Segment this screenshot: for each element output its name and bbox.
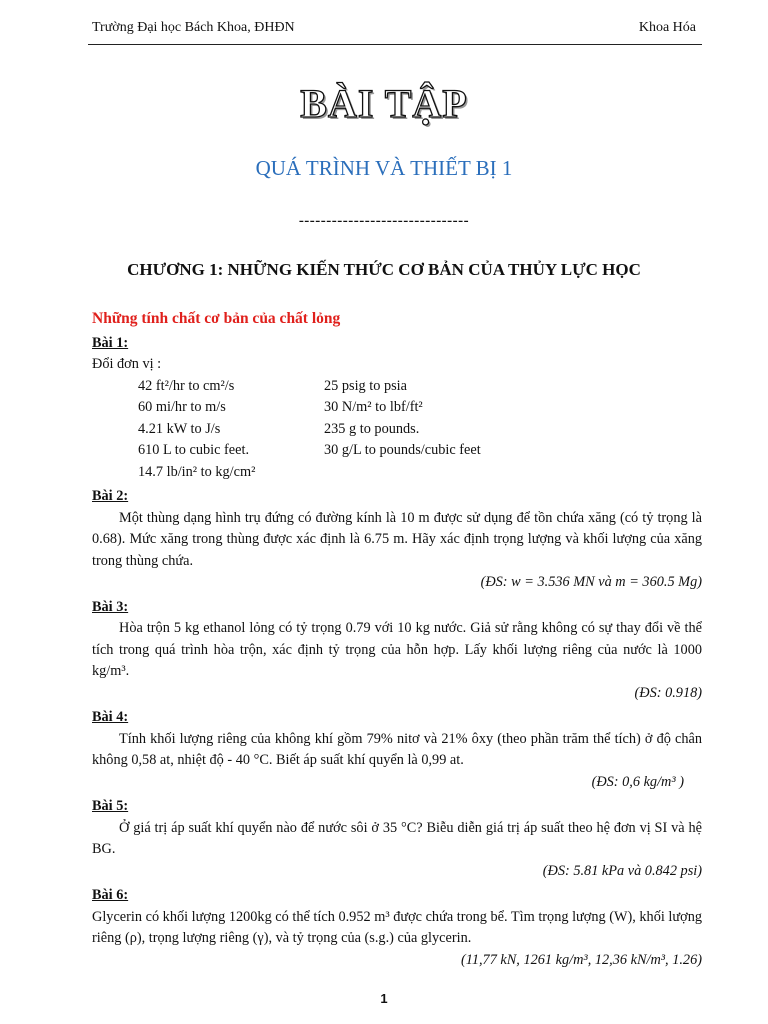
exercise-answer: (ĐS: 0,6 kg/m³ ) [591,773,684,790]
exercise-text: Tính khối lượng riêng của không khí gồm 79% nitơ và 21% ôxy (theo phần trăm thể tích) ở độ chân không 0,58 at, nhiệt độ - 40 °C. Biết áp suất khí quyển là 0,99 at. [92,730,702,768]
conversion-item: 4.21 kW to J/s [138,420,221,437]
exercise-answer: (ĐS: w = 3.536 MN và m = 360.5 Mg) [480,574,702,590]
page-header [92,20,696,42]
conversion-item: 42 ft²/hr to cm²/s [138,377,235,394]
conversion-item: 14.7 lb/in² to kg/cm² [138,463,256,480]
conversion-item: 30 g/L to pounds/cubic feet [324,442,481,458]
exercise-label: Bài 5: [92,798,129,814]
exercise-text: Hòa trộn 5 kg ethanol lỏng có tỷ trọng 0.79 với 10 kg nước. Giả sử rằng không có sự thay đổi về thể tích trong quá trình hòa trộn, xác định tỷ trọng của hỗn hợp. Lấy khối lượng riêng của nước là 1000 kg/m³. [92,620,702,679]
section-heading: Những tính chất cơ bản của chất lỏng [92,310,341,327]
header-university: Trường Đại học Bách Khoa, ĐHĐN [92,20,295,35]
exercise-answer: (11,77 kN, 1261 kg/m³, 12,36 kN/m³, 1.26) [460,951,702,968]
exercise-answer: (ĐS: 5.81 kPa và 0.842 psi) [542,862,702,879]
exercise-text: Một thùng dạng hình trụ đứng có đường kính là 10 m được sử dụng để tồn chứa xăng (có tỷ trọng là 0.68). Mức xăng trong thùng được xác định là 6.75 m. Hãy xác định trọng lượng và khối lượng của xăng trong thùng chứa. [92,509,702,569]
exercise-label: Bài 1: [92,334,129,351]
conversion-item: 235 g to pounds. [324,420,420,437]
exercise-label: Bài 3: [92,598,129,615]
header-faculty: Khoa Hóa [638,20,696,35]
conversion-item [324,462,514,484]
exercise-label: Bài 2: [92,488,129,504]
exercise-text: Glycerin có khối lượng 1200kg có thể tích 0.952 m³ được chứa trong bể. Tìm trọng lượng (W), khối lượng riêng (ρ), trọng lượng riêng (γ), và tỷ trọng của (s.g.) của glycerin. [92,908,702,946]
exercise-content [92,308,702,971]
exercise-answer: (ĐS: 0.918) [634,684,702,701]
conversion-list [92,376,702,484]
chapter-heading: CHƯƠNG 1: NHỮNG KIẾN THỨC CƠ BẢN CỦA THỦY LỰC HỌC [127,260,641,279]
exercise-text: Ở giá trị áp suất khí quyển nào để nước sôi ở 35 °C? Biễu diễn giá trị áp suất theo hệ đơn vị SI và hệ BG. [92,819,702,857]
conversion-item: 25 psig to psia [324,377,408,394]
conversion-item: 30 N/m² to lbf/ft² [324,399,423,415]
page-title: BÀI TẬP [300,81,468,126]
exercise-label: Bài 4: [92,709,129,725]
header-rule [88,44,702,45]
conversion-item: 610 L to cubic feet. [138,442,250,458]
exercise-label: Bài 6: [92,887,129,903]
page-subtitle: QUÁ TRÌNH VÀ THIẾT BỊ 1 [255,156,513,180]
divider: ------------------------------- [298,213,470,229]
exercise-intro: Đổi đơn vị : [92,356,162,372]
conversion-item: 60 mi/hr to m/s [138,399,226,415]
page-number: 1 [380,991,388,1006]
